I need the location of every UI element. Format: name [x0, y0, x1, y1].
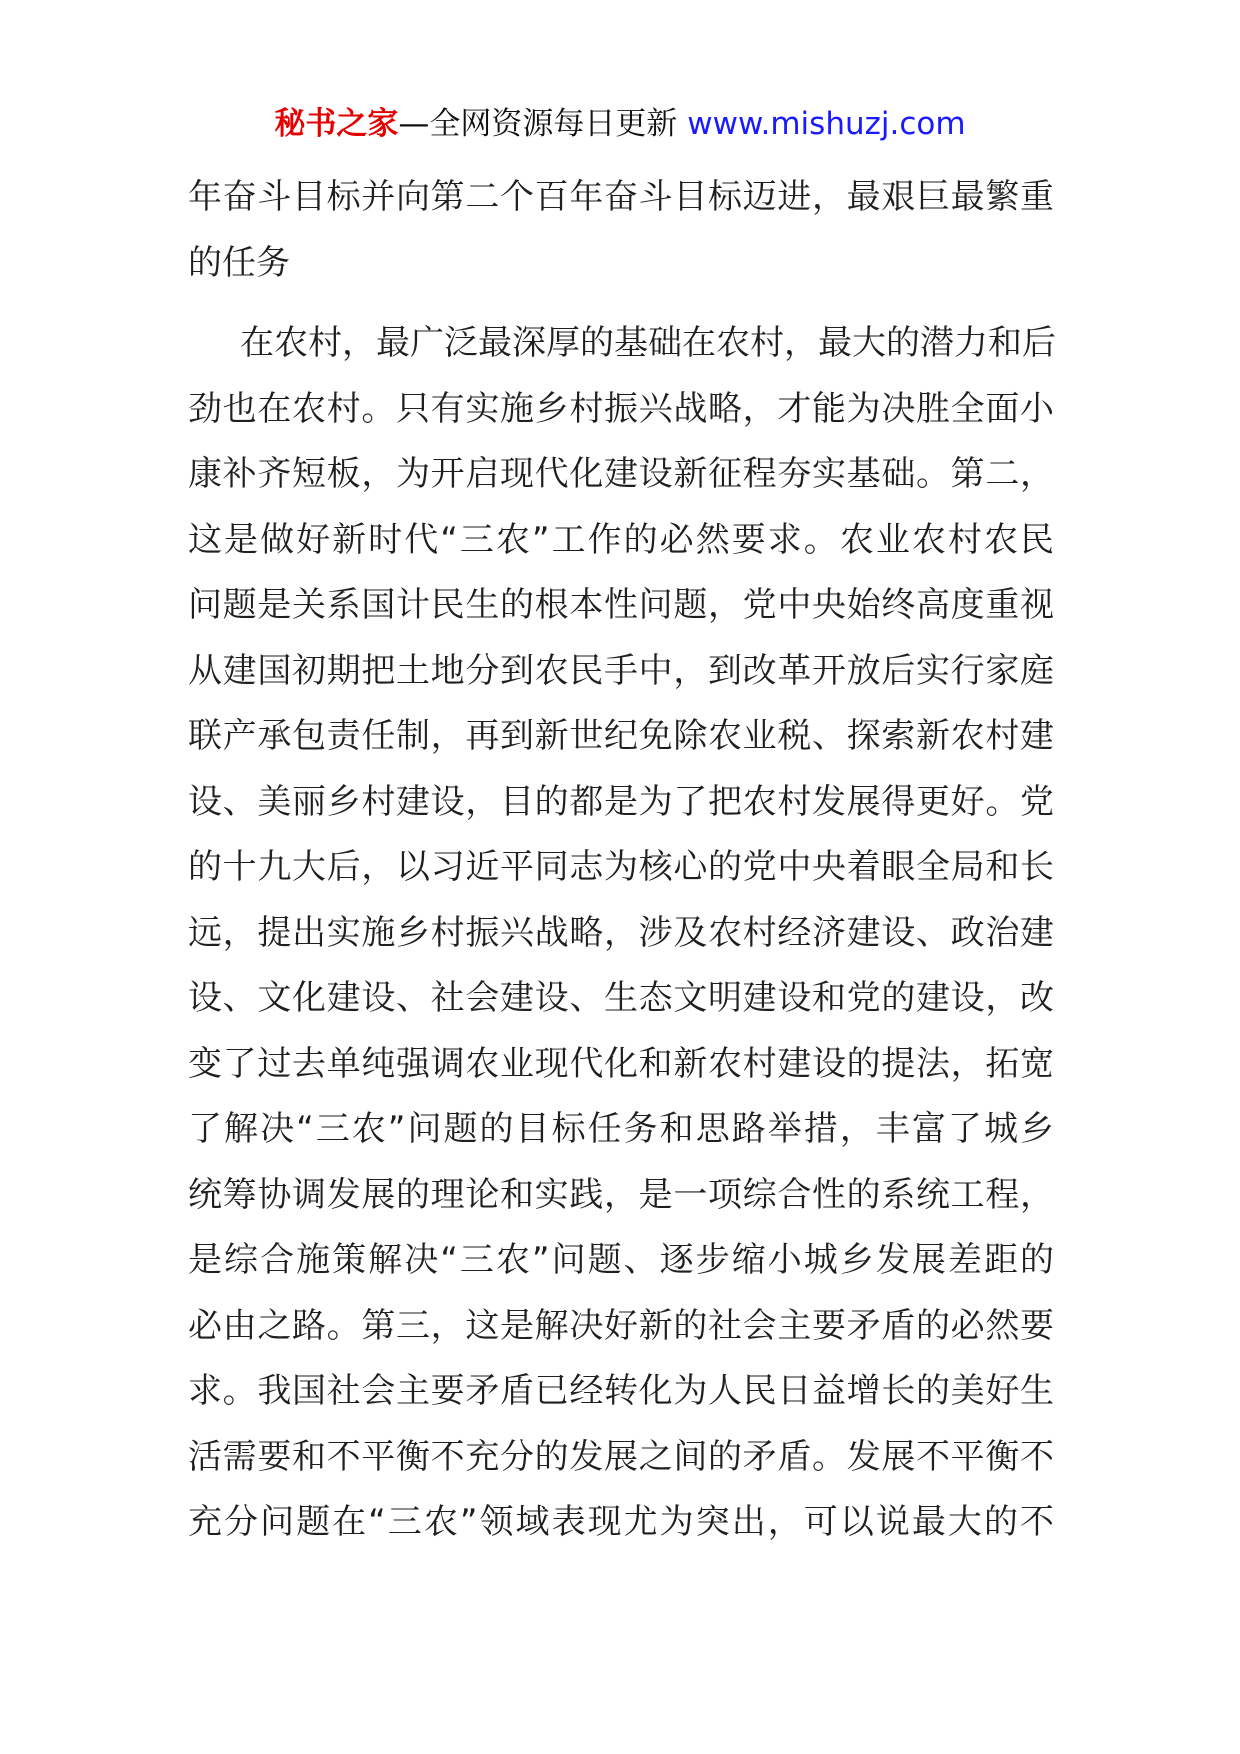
text-line: 充分问题在“三农”领域表现尤为突出，可以说最大的不 — [188, 1502, 1054, 1542]
text-line: 求。我国社会主要矛盾已经转化为人民日益增长的美好生 — [188, 1371, 1054, 1411]
paragraph-main — [188, 311, 1054, 1556]
text-line: 的任务 — [188, 242, 290, 283]
text-line: 设、美丽乡村建设，目的都是为了把农村发展得更好。党 — [188, 781, 1054, 822]
site-brand: 秘书之家 — [274, 106, 399, 142]
paragraph-spacer — [188, 296, 1054, 311]
text-line: 了解决“三农”问题的目标任务和思路举措，丰富了城乡 — [188, 1109, 1054, 1149]
text-line: 在农村，最广泛最深厚的基础在农村，最大的潜力和后 — [240, 323, 1056, 363]
text-line: 从建国初期把土地分到农民手中，到改革开放后实行家庭 — [188, 650, 1054, 691]
site-url-link[interactable]: www.mishuzj.com — [687, 106, 966, 142]
text-line: 联产承包责任制，再到新世纪免除农业税、探索新农村建 — [188, 716, 1054, 756]
paragraph-continuation — [188, 165, 1054, 296]
text-line: 必由之路。第三，这是解决好新的社会主要矛盾的必然要 — [188, 1305, 1054, 1346]
site-header — [0, 104, 1240, 144]
document-body — [188, 165, 1054, 1556]
text-line: 变了过去单纯强调农业现代化和新农村建设的提法，拓宽 — [188, 1043, 1054, 1084]
text-line: 问题是关系国计民生的根本性问题，党中央始终高度重视 — [188, 585, 1054, 625]
text-line: 活需要和不平衡不充分的发展之间的矛盾。发展不平衡不 — [188, 1436, 1054, 1477]
text-line: 是综合施策解决“三农”问题、逐步缩小城乡发展差距的 — [188, 1240, 1054, 1280]
text-line: 劲也在农村。只有实施乡村振兴战略，才能为决胜全面小 — [188, 388, 1054, 429]
text-line: 统筹协调发展的理论和实践，是一项综合性的系统工程， — [188, 1174, 1054, 1215]
text-line: 远，提出实施乡村振兴战略，涉及农村经济建设、政治建 — [188, 912, 1054, 953]
text-line: 的十九大后，以习近平同志为核心的党中央着眼全局和长 — [188, 847, 1054, 887]
text-line: 这是做好新时代“三农”工作的必然要求。农业农村农民 — [188, 519, 1054, 560]
site-tagline: —全网资源每日更新 — [398, 106, 678, 142]
text-line: 设、文化建设、社会建设、生态文明建设和党的建设，改 — [188, 978, 1054, 1018]
text-line: 康补齐短板，为开启现代化建设新征程夯实基础。第二， — [188, 454, 1054, 494]
text-line: 年奋斗目标并向第二个百年奋斗目标迈进，最艰巨最繁重 — [188, 177, 1054, 217]
